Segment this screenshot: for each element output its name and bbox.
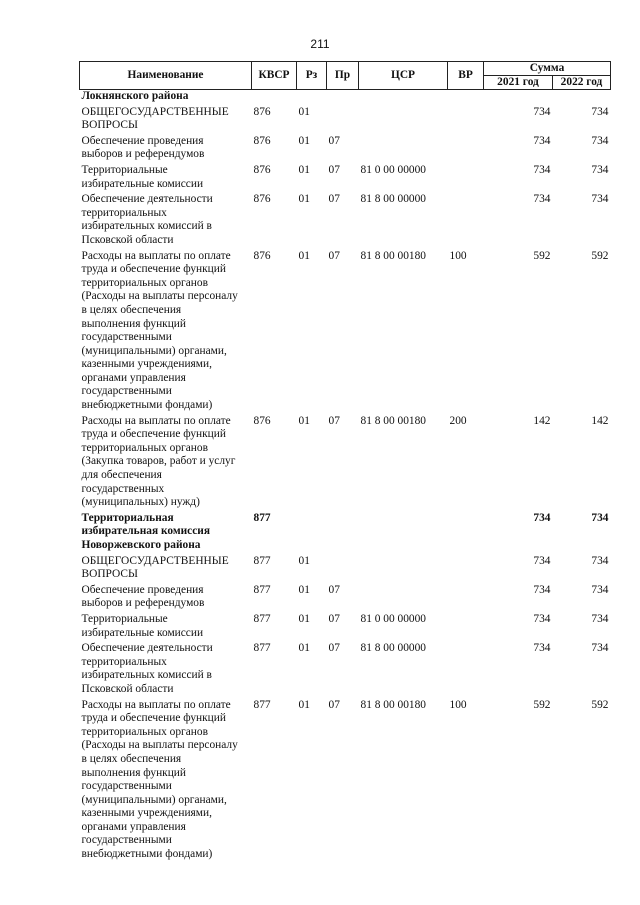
cell-name-line: избирательные комиссии [81,177,204,190]
cell-name-line: государственными [81,834,172,847]
cell-name-line: территориальных органов [81,441,208,454]
cell-kvsr: 877 [253,583,271,596]
cell-kvsr: 877 [253,642,271,655]
cell-pr: 07 [328,642,340,655]
cell-name [80,510,252,553]
cell-name-line: внебюджетными фондами) [81,848,213,861]
cell-name-line: (Закупка товаров, работ и услуг [81,455,236,468]
cell-sum-2021: 734 [533,642,551,655]
cell-vr: 200 [449,414,467,427]
cell-sum-2022: 734 [591,134,609,147]
cell-name-line: Локнянского района [81,90,189,102]
table-header [80,62,611,90]
cell-csr [359,104,448,133]
cell-sum-2021: 734 [533,511,551,524]
cell-name [80,133,252,162]
cell-name-line: государственных [81,482,165,495]
cell-sum-2021: 734 [533,105,551,118]
cell-name-line: избирательных комиссий в [81,220,212,233]
cell-sum-2021: 734 [533,612,551,625]
cell-vr [448,510,484,553]
cell-vr: 100 [449,698,467,711]
cell-pr: 07 [328,249,340,262]
cell-name-line: ВОПРОСЫ [81,119,138,132]
cell-name-line: (Расходы на выплаты персоналу [81,290,238,303]
cell-pr [327,553,359,582]
cell-rz: 01 [298,105,310,118]
cell-sum-2022: 734 [591,554,609,567]
cell-sum-2022: 734 [591,511,609,524]
cell-name-line: государственными [81,780,172,793]
cell-vr [448,553,484,582]
cell-sum-2021: 734 [533,554,551,567]
cell-name-line: в целях обеспечения [81,303,182,316]
header-name: Наименование [80,62,252,90]
cell-name-line: (муниципальными) органами, [81,793,227,806]
header-year-2022: 2022 год [553,76,611,90]
cell-vr [448,162,484,191]
cell-csr [359,133,448,162]
cell-csr: 81 8 00 00180 [360,249,426,262]
cell-name-line: ВОПРОСЫ [81,568,138,581]
cell-name [80,413,252,510]
cell-name [80,553,252,582]
cell-name-line: Территориальная [81,511,174,524]
cell-sum-2022: 592 [591,698,609,711]
cell-sum-2021: 734 [533,583,551,596]
cell-name-line: (муниципальными) органами, [81,344,227,357]
cell-kvsr: 876 [253,193,271,206]
cell-sum-2021: 142 [533,414,551,427]
header-csr: ЦСР [359,62,448,90]
cell-name-line: избирательная комиссия [81,525,211,538]
cell-pr [327,90,359,104]
cell-name-line: (муниципальных) нужд) [81,496,200,509]
cell-name [80,162,252,191]
cell-rz: 01 [298,642,310,655]
cell-rz: 01 [298,134,310,147]
cell-rz: 01 [298,193,310,206]
cell-kvsr: 876 [253,134,271,147]
cell-vr [448,104,484,133]
cell-name-line: государственными [81,385,172,398]
table-row [80,133,611,162]
cell-name [80,697,252,862]
cell-sum-2022: 142 [591,414,609,427]
cell-sum-2022 [553,90,611,104]
cell-rz: 01 [298,163,310,176]
cell-sum-2021: 734 [533,193,551,206]
cell-kvsr: 876 [253,249,271,262]
cell-csr: 81 8 00 00000 [360,193,426,206]
cell-vr [448,640,484,696]
cell-rz: 01 [298,414,310,427]
table-row [80,697,611,862]
cell-name-line: территориальных органов [81,725,208,738]
cell-name-line: государственными [81,331,172,344]
cell-csr: 81 8 00 00180 [360,698,426,711]
table-row [80,90,611,104]
cell-rz: 01 [298,583,310,596]
cell-kvsr: 876 [253,163,271,176]
cell-kvsr: 877 [253,612,271,625]
cell-pr: 07 [328,698,340,711]
header-vr: ВР [448,62,484,90]
cell-name-line: Расходы на выплаты по оплате [81,698,231,711]
cell-pr: 07 [328,612,340,625]
cell-pr [327,510,359,553]
cell-name-line: Обеспечение деятельности [81,193,213,206]
cell-name-line: выполнения функций [81,766,186,779]
cell-sum-2022: 734 [591,163,609,176]
cell-name-line: избирательных комиссий в [81,669,212,682]
cell-name-line: выполнения функций [81,317,186,330]
budget-table [79,61,611,862]
cell-name-line: ОБЩЕГОСУДАРСТВЕННЫЕ [81,554,229,567]
table-row [80,104,611,133]
cell-name-line: (Расходы на выплаты персоналу [81,739,238,752]
cell-sum-2021: 592 [533,249,551,262]
cell-kvsr: 876 [253,105,271,118]
cell-rz: 01 [298,554,310,567]
cell-name [80,248,252,413]
table-row [80,413,611,510]
page-number: 211 [310,37,330,51]
cell-vr: 100 [449,249,467,262]
cell-kvsr: 876 [253,414,271,427]
cell-name-line: ОБЩЕГОСУДАРСТВЕННЫЕ [81,105,229,118]
cell-csr: 81 8 00 00180 [360,414,426,427]
cell-name-line: труда и обеспечение функций [81,712,226,725]
cell-name-line: выборов и референдумов [81,597,205,610]
cell-name-line: Расходы на выплаты по оплате [81,414,231,427]
cell-sum-2021: 592 [533,698,551,711]
cell-name-line: органами управления [81,371,186,384]
cell-pr: 07 [328,583,340,596]
cell-kvsr: 877 [253,698,271,711]
cell-sum-2022: 734 [591,583,609,596]
cell-name [80,611,252,640]
cell-name [80,90,252,104]
cell-vr [448,90,484,104]
cell-vr [448,191,484,247]
cell-csr [359,582,448,611]
cell-sum-2021: 734 [533,163,551,176]
cell-vr [448,611,484,640]
cell-kvsr: 877 [253,554,271,567]
cell-pr: 07 [328,163,340,176]
cell-name [80,104,252,133]
cell-name-line: Новоржевского района [81,539,201,551]
cell-name-line: избирательные комиссии [81,626,204,639]
cell-vr [448,582,484,611]
header-sum: Сумма [484,62,611,76]
cell-rz [297,510,327,553]
cell-name-line: Территориальные [81,163,168,176]
cell-csr [359,553,448,582]
cell-sum-2022: 734 [591,193,609,206]
cell-name-line: выборов и референдумов [81,148,205,161]
cell-name-line: труда и обеспечение функций [81,428,226,441]
cell-name-line: Псковской области [81,682,174,695]
cell-name-line: труда и обеспечение функций [81,263,226,276]
cell-csr [359,90,448,104]
cell-name-line: Обеспечение проведения [81,583,204,596]
table-row [80,191,611,247]
cell-csr: 81 0 00 00000 [360,163,426,176]
table-row [80,162,611,191]
cell-sum-2021 [484,90,553,104]
cell-name-line: Обеспечение проведения [81,134,204,147]
cell-sum-2022: 592 [591,249,609,262]
cell-vr [448,133,484,162]
cell-csr: 81 0 00 00000 [360,612,426,625]
header-kvsr: КВСР [252,62,297,90]
cell-sum-2022: 734 [591,642,609,655]
cell-pr [327,104,359,133]
cell-sum-2022: 734 [591,612,609,625]
cell-rz: 01 [298,698,310,711]
cell-sum-2022: 734 [591,105,609,118]
cell-name-line: Обеспечение деятельности [81,642,213,655]
cell-name-line: казенными учреждениями, [81,807,212,820]
table-body [80,90,611,862]
cell-name-line: внебюджетными фондами) [81,399,213,412]
cell-pr: 07 [328,414,340,427]
cell-name-line: территориальных органов [81,276,208,289]
cell-name-line: Территориальные [81,612,168,625]
cell-name-line: Расходы на выплаты по оплате [81,249,231,262]
cell-csr [359,510,448,553]
table-row [80,553,611,582]
header-pr: Пр [327,62,359,90]
header-rz: Рз [297,62,327,90]
cell-name [80,640,252,696]
cell-rz [297,90,327,104]
cell-rz: 01 [298,249,310,262]
cell-pr: 07 [328,134,340,147]
cell-name-line: органами управления [81,820,186,833]
cell-kvsr [252,90,297,104]
cell-csr: 81 8 00 00000 [360,642,426,655]
cell-kvsr: 877 [253,511,271,524]
cell-name-line: в целях обеспечения [81,752,182,765]
cell-name-line: казенными учреждениями, [81,358,212,371]
cell-name-line: территориальных [81,655,167,668]
cell-rz: 01 [298,612,310,625]
cell-name [80,191,252,247]
cell-name-line: для обеспечения [81,469,162,482]
table-row [80,640,611,696]
table-row [80,611,611,640]
table-row [80,582,611,611]
cell-name-line: территориальных [81,206,167,219]
cell-sum-2021: 734 [533,134,551,147]
table-row [80,248,611,413]
header-year-2021: 2021 год [484,76,553,90]
cell-name [80,582,252,611]
cell-name-line: Псковской области [81,233,174,246]
cell-pr: 07 [328,193,340,206]
table-row [80,510,611,553]
